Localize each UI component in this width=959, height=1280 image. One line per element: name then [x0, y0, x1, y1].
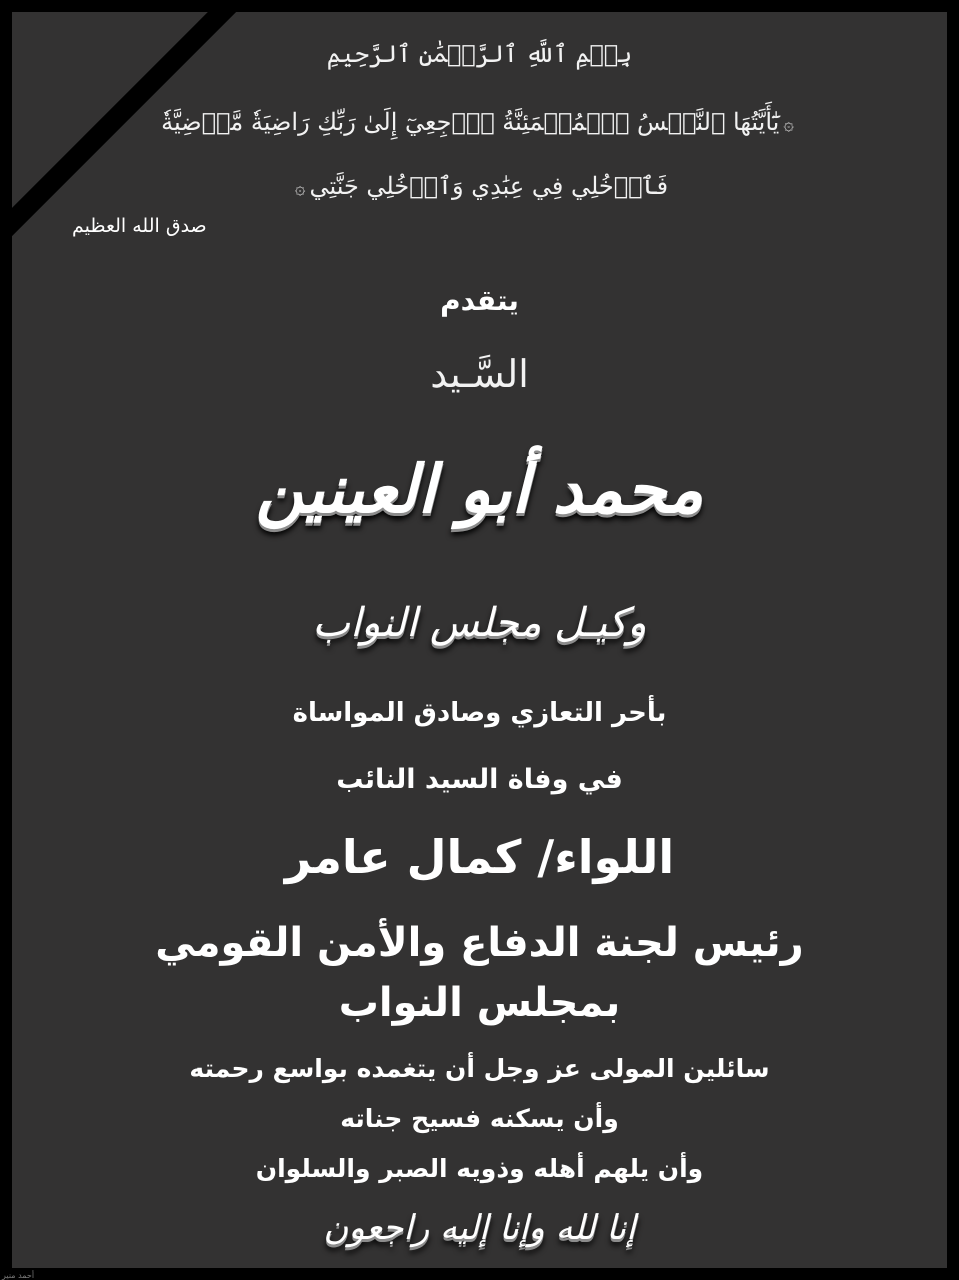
- verse-text-2: فَٱدۡخُلِي فِي عِبَٰدِي وَٱدۡخُلِي جَنَّتِي: [309, 172, 669, 200]
- closing-verse: إنا لله وإنا إليه راجعون: [323, 1208, 636, 1248]
- condolence-text: بأحر التعازي وصادق المواساة: [292, 698, 667, 728]
- sender-name: محمد أبو العينين: [255, 450, 704, 528]
- sender-position: وكيـل مجلس النواب: [312, 600, 647, 646]
- ornament-icon: ۞: [783, 114, 794, 135]
- prayer-line-1: سائلين المولى عز وجل أن يتغمده بواسع رحمته: [189, 1054, 770, 1083]
- prayer-line-2: وأن يسكنه فسيح جناته: [340, 1104, 619, 1133]
- intro-text: يتقدم: [440, 284, 519, 317]
- verse-text-1: يَٰٓأَيَّتُهَا ٱلنَّفۡسُ ٱلۡمُطۡمَئِنَّةُ ٱرۡجِعِيٓ إِلَىٰ رَبِّكِ رَاضِيَةٗ مَّرۡضِيَّةٗ: [161, 108, 780, 136]
- basmala: بِسۡمِ ٱللَّهِ ٱلرَّحۡمَٰنِ ٱلرَّحِيمِ: [326, 40, 633, 68]
- condolence-card: [12, 12, 947, 1268]
- sadaq-allah: صدق الله العظيم: [72, 215, 207, 237]
- deceased-role-2: بمجلس النواب: [338, 980, 621, 1026]
- prayer-line-3: وأن يلهم أهله وذويه الصبر والسلوان: [255, 1154, 704, 1183]
- honorific-title: السَّـيد: [430, 352, 529, 396]
- occasion-text: في وفاة السيد النائب: [336, 764, 623, 795]
- ornament-icon: ۞: [294, 178, 306, 199]
- verse-line-1: [12, 108, 947, 136]
- artist-signature: أحمد منير: [2, 1271, 35, 1280]
- deceased-role-1: رئيس لجنة الدفاع والأمن القومي: [155, 920, 804, 966]
- verse-line-2: [12, 172, 947, 200]
- deceased-name: اللواء/ كمال عامر: [284, 830, 675, 884]
